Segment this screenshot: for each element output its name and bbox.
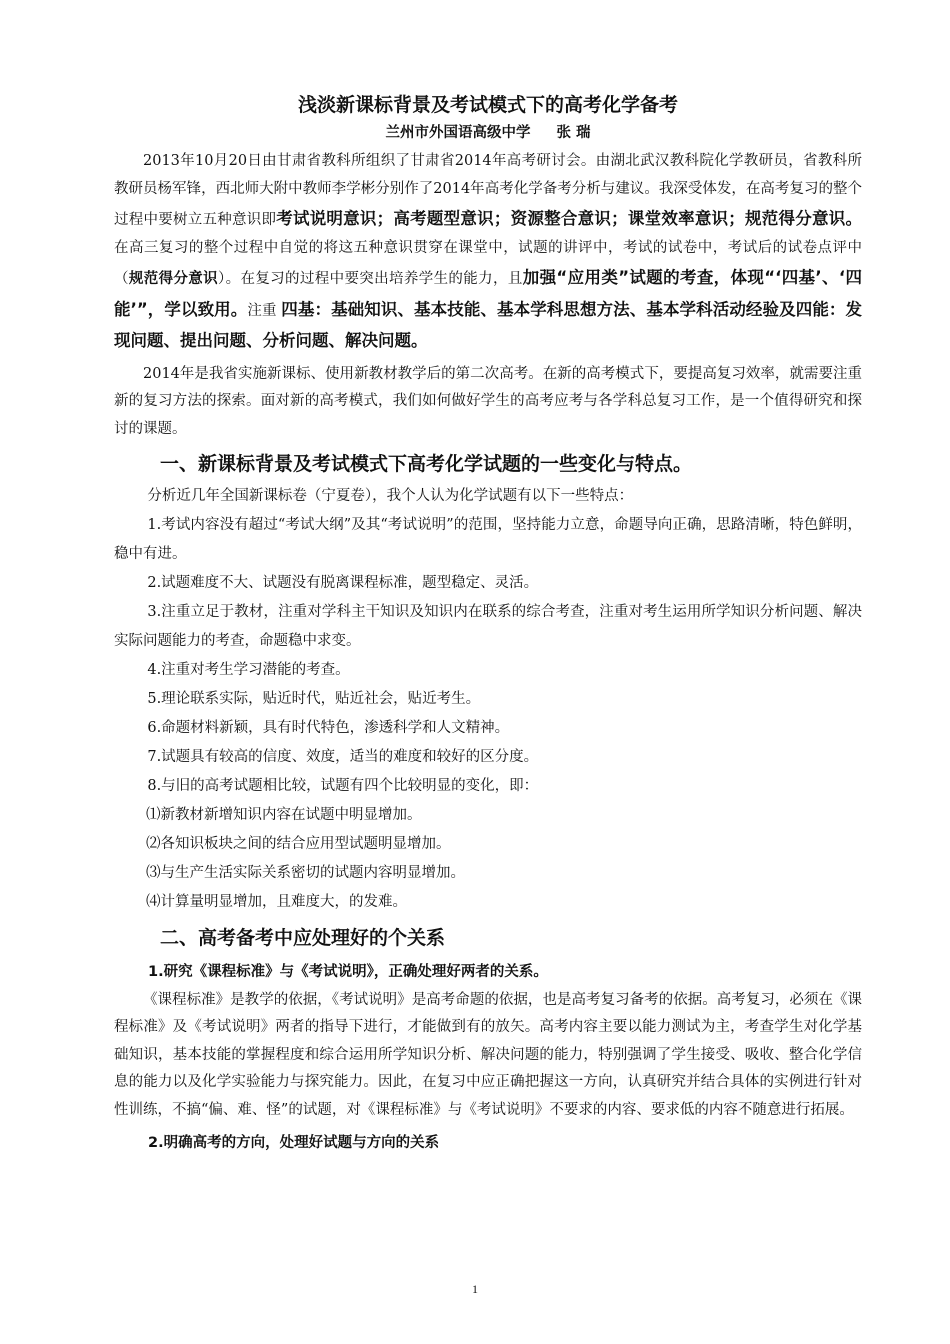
section-1-items bbox=[114, 511, 862, 917]
sub-list-item: ⑷计算量明显增加，且难度大，的发难。 bbox=[146, 893, 407, 910]
intro-text-e: ）。在复习的过程中要突出培养学生的能力，且 bbox=[218, 271, 523, 287]
list-item: 2.试题难度不大、试题没有脱离课程标准，题型稳定、灵活。 bbox=[147, 574, 539, 591]
document-page bbox=[114, 90, 862, 1158]
intro-emphasis-awareness: 考试说明意识；高考题型意识；资源整合意识；课堂效率意识；规范得分意识。 bbox=[276, 209, 863, 228]
intro-emphasis-four-basics: 四基：基础知识、基本技能、基本学科思想方法、基本学科活动经验及四能：发现问题、提出问题、分析问题、解决问题。 bbox=[114, 299, 863, 350]
intro-emphasis-scoring: 规范得分意识 bbox=[128, 271, 218, 287]
intro-text-c: 在高三复习的整个过程中自觉的将这五种意识贯穿在课堂中，试题的讲评中，考试的试卷中，考试后的试卷点评中（ bbox=[114, 239, 862, 287]
author-school: 兰州市外国语高级中学 bbox=[385, 125, 531, 141]
section-1-lead: 分析近几年全国新课标卷（宁夏卷），我个人认为化学试题有以下一些特点： bbox=[147, 488, 634, 504]
section-2-sub-1-body: 《课程标准》是教学的依据，《考试说明》是高考命题的依据，也是高考复习备考的依据。高考复习，必须在《课程标准》及《考试说明》两者的指导下进行，才能做到有的放矢。高考内容主要以能力测试为主，考查学生对化学基础知识，基本技能的掌握程度和综合运用所学知识分析、解决问题的能力，特别强调了学生接受、吸收、整合化学信息的能力以及化学实验能力与探究能力。因此，在复习中应正确把握这一方向，认真研究并结合具体的实例进行针对性训练，不搞“偏、难、怪”的试题，对《课程标准》与《考试说明》不要求的内容、要求低的内容不随意进行拓展。 bbox=[114, 991, 862, 1118]
intro-paragraph-2: 2014年是我省实施新课标、使用新教材教学后的第二次高考。在新的高考模式下，要提高复习效率，就需要注重新的复习方法的探索。面对新的高考模式，我们如何做好学生的高考应考与各学科总复习工作，是一个值得研究和探讨的课题。 bbox=[114, 365, 862, 437]
section-2-heading: 二、高考备考中应处理好的个关系 bbox=[160, 926, 446, 949]
list-item: 5.理论联系实际，贴近时代，贴近社会，贴近考生。 bbox=[147, 690, 481, 707]
list-item: 8.与旧的高考试题相比较，试题有四个比较明显的变化，即： bbox=[147, 777, 539, 794]
intro-paragraph-1 bbox=[114, 148, 862, 357]
list-item: 6.命题材料新颖，具有时代特色，渗透科学和人文精神。 bbox=[147, 719, 510, 736]
page-number: 1 bbox=[472, 1282, 478, 1296]
intro-emphasis-application: 加强“应用类”试题的考查，体现“‘四基’、‘四能’”，学以致用。 bbox=[114, 268, 863, 319]
list-item: 3.注重立足于教材，注重对学科主干知识及知识内在联系的综合考查，注重对考生运用所学知识分析问题、解决实际问题能力的考查，命题稳中求变。 bbox=[114, 603, 862, 649]
author-line bbox=[114, 120, 862, 146]
sub-list-item: ⑵各知识板块之间的结合应用型试题明显增加。 bbox=[146, 835, 451, 852]
list-item: 4.注重对考生学习潜能的考查。 bbox=[147, 661, 350, 678]
section-2-sub-1-heading: 1.研究《课程标准》与《考试说明》，正确处理好两者的关系。 bbox=[148, 963, 548, 980]
intro-text-a: 2013年10月20日由甘肃省教科所组织了甘肃省2014年高考研讨会。由湖北武汉教科院化学教研员，省教科所教研员杨军锋，西北师大附中教师李学彬分别作了2014年高考化学备考分析与建议。我深受体发，在高考复习的整个过程中要树立五种意识即 bbox=[114, 153, 862, 228]
sub-list-item: ⑶与生产生活实际关系密切的试题内容明显增加。 bbox=[146, 864, 465, 881]
section-2-sub-2-heading: 2.明确高考的方向，处理好试题与方向的关系 bbox=[148, 1135, 440, 1151]
sub-list-item: ⑴新教材新增知识内容在试题中明显增加。 bbox=[146, 806, 422, 823]
document-title: 浅淡新课标背景及考试模式下的高考化学备考 bbox=[297, 94, 678, 116]
list-item: 7.试题具有较高的信度、效度，适当的难度和较好的区分度。 bbox=[147, 748, 539, 765]
intro-text-g: 注重 bbox=[247, 302, 282, 319]
section-1-heading: 一、新课标背景及考试模式下高考化学试题的一些变化与特点。 bbox=[160, 453, 693, 475]
author-name: 张 瑞 bbox=[556, 125, 591, 141]
list-item: 1.考试内容没有超过“考试大纲”及其“考试说明”的范围，坚持能力立意，命题导向正确，思路清晰，特色鲜明，稳中有进。 bbox=[114, 516, 862, 562]
